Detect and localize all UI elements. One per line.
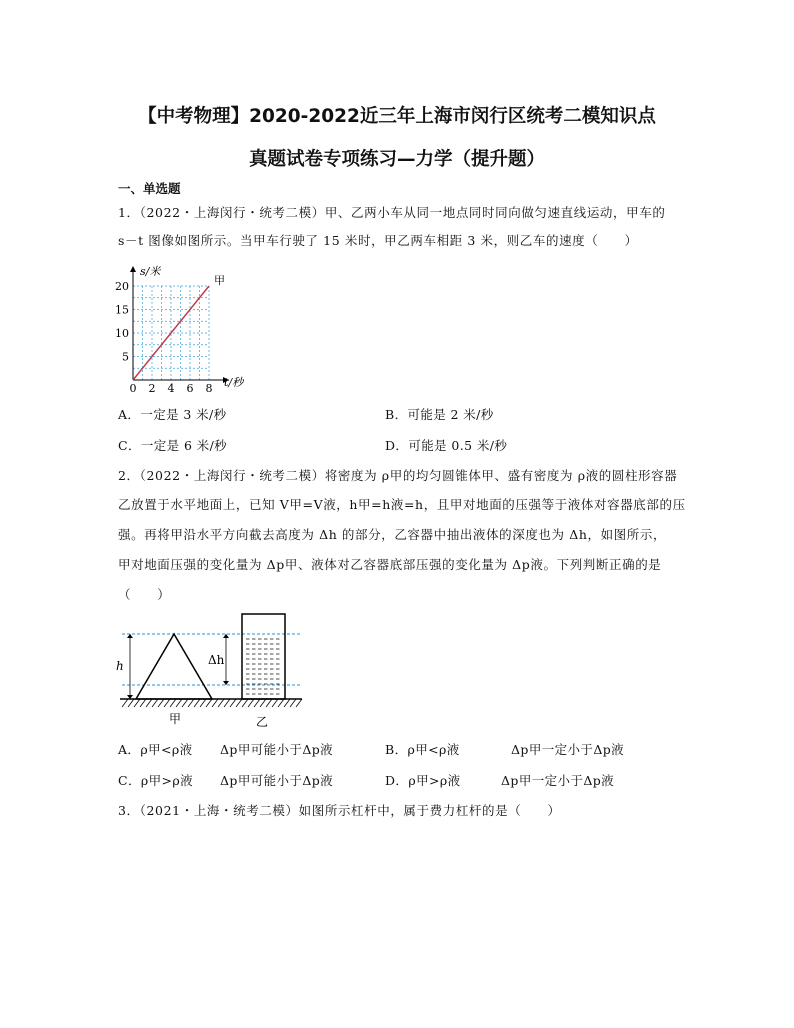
- ground-hatch: [122, 699, 302, 707]
- hatch-line: [218, 699, 224, 707]
- hatch-line: [224, 699, 230, 707]
- h-label: h: [116, 659, 124, 673]
- q1-line1: 1．（2022・上海闵行・统考二模）甲、乙两小车从同一地点同时同向做匀速直线运动，甲车的: [118, 205, 666, 220]
- hatch-line: [140, 699, 146, 707]
- chart-series: [133, 274, 225, 380]
- y-tick-label: 10: [115, 327, 129, 340]
- hatch-line: [200, 699, 206, 707]
- q2-option-d[interactable]: [385, 771, 615, 789]
- q2-option-b[interactable]: [385, 740, 625, 758]
- hatch-line: [194, 699, 200, 707]
- y-axis-label: s/米: [140, 265, 161, 278]
- hatch-line: [188, 699, 194, 707]
- container-yi: [242, 614, 285, 699]
- label-yi: 乙: [256, 715, 269, 729]
- q1-st-chart: [112, 262, 272, 392]
- hatch-line: [134, 699, 140, 707]
- h-arrow-top: [127, 634, 133, 638]
- hatch-line: [128, 699, 134, 707]
- hatch-line: [170, 699, 176, 707]
- x-tick-label: 2: [148, 382, 156, 392]
- x-tick-label: 6: [186, 382, 194, 392]
- y-tick-label: 15: [115, 303, 129, 317]
- y-tick-label: 20: [115, 280, 129, 293]
- dh-arrow-top: [223, 634, 229, 638]
- hatch-line: [158, 699, 164, 707]
- q2-line4: 甲对地面压强的变化量为 Δp甲、液体对乙容器底部压强的变化量为 Δp液。下列判断正确的是: [118, 557, 662, 572]
- hatch-line: [182, 699, 188, 707]
- hatch-line: [152, 699, 158, 707]
- y-tick-label: 5: [122, 350, 129, 364]
- hatch-line: [272, 699, 278, 707]
- hatch-line: [212, 699, 218, 707]
- q3-line1: 3．（2021・上海・统考二模）如图所示杠杆中，属于费力杠杆的是（ ）: [118, 803, 561, 818]
- hatch-line: [254, 699, 260, 707]
- y-axis-arrow: [130, 266, 136, 272]
- series-label: 甲: [214, 274, 225, 287]
- section-heading: 一、单选题: [118, 181, 181, 196]
- q2-option-b-rho: B．ρ甲<ρ液: [385, 742, 460, 757]
- cone-jia: [136, 634, 212, 699]
- q2-option-c-dp: Δp甲可能小于Δp液: [220, 773, 334, 788]
- q1-line2: s－t 图像如图所示。当甲车行驶了 15 米时，甲乙两车相距 3 米，则乙车的速度（ ）: [118, 233, 638, 248]
- hatch-line: [278, 699, 284, 707]
- hatch-line: [266, 699, 272, 707]
- hatch-line: [176, 699, 182, 707]
- hatch-line: [164, 699, 170, 707]
- chart-axes: [130, 265, 245, 389]
- hatch-line: [206, 699, 212, 707]
- q2-line5: （ ）: [118, 587, 171, 602]
- q2-option-d-rho: D．ρ甲>ρ液: [385, 773, 461, 788]
- x-tick-label: 0: [129, 382, 137, 392]
- chart-ticks: [115, 280, 213, 392]
- q2-option-b-dp: Δp甲一定小于Δp液: [511, 742, 625, 757]
- q2-option-c-rho: C．ρ甲>ρ液: [118, 773, 194, 788]
- hatch-line: [242, 699, 248, 707]
- hatch-line: [290, 699, 296, 707]
- q2-line1: 2．（2022・上海闵行・统考二模）将密度为 ρ甲的均匀圆锥体甲、盛有密度为 ρ液的圆柱形容器: [118, 468, 678, 483]
- hatch-line: [260, 699, 266, 707]
- hatch-line: [236, 699, 242, 707]
- q1-option-b[interactable]: B．可能是 2 米/秒: [385, 407, 494, 422]
- q2-option-d-dp: Δp甲一定小于Δp液: [501, 773, 615, 788]
- dh-arrow-bottom: [223, 681, 229, 685]
- q2-line2: 乙放置于水平地面上，已知 V甲=V液，h甲=h液=h，且甲对地面的压强等于液体对容器底部的压: [118, 497, 686, 512]
- x-axis-label: t/秒: [224, 376, 244, 389]
- q2-line3: 强。再将甲沿水平方向截去高度为 Δh 的部分，乙容器中抽出液体的深度也为 Δh，如图所示，: [118, 527, 667, 542]
- liquid-lines: [246, 639, 280, 694]
- dh-label: Δh: [208, 653, 225, 667]
- doc-title-line1: 【中考物理】2020-2022近三年上海市闵行区统考二模知识点: [138, 106, 656, 127]
- x-tick-label: 8: [205, 382, 213, 392]
- hatch-line: [146, 699, 152, 707]
- q1-option-c[interactable]: C．一定是 6 米/秒: [118, 438, 228, 453]
- label-jia: 甲: [169, 712, 182, 726]
- doc-title-line2: 真题试卷专项练习—力学（提升题）: [248, 149, 545, 170]
- q2-option-a-rho: A．ρ甲<ρ液: [118, 742, 193, 757]
- q2-option-a[interactable]: [118, 740, 334, 758]
- q1-option-a[interactable]: A．一定是 3 米/秒: [118, 407, 227, 422]
- x-tick-label: 4: [167, 382, 175, 392]
- q2-option-c[interactable]: [118, 771, 334, 789]
- q1-option-d[interactable]: D．可能是 0.5 米/秒: [385, 438, 508, 453]
- q2-figure: [112, 612, 308, 732]
- hatch-line: [296, 699, 302, 707]
- hatch-line: [122, 699, 128, 707]
- hatch-line: [230, 699, 236, 707]
- hatch-line: [248, 699, 254, 707]
- hatch-line: [284, 699, 290, 707]
- q2-option-a-dp: Δp甲可能小于Δp液: [220, 742, 334, 757]
